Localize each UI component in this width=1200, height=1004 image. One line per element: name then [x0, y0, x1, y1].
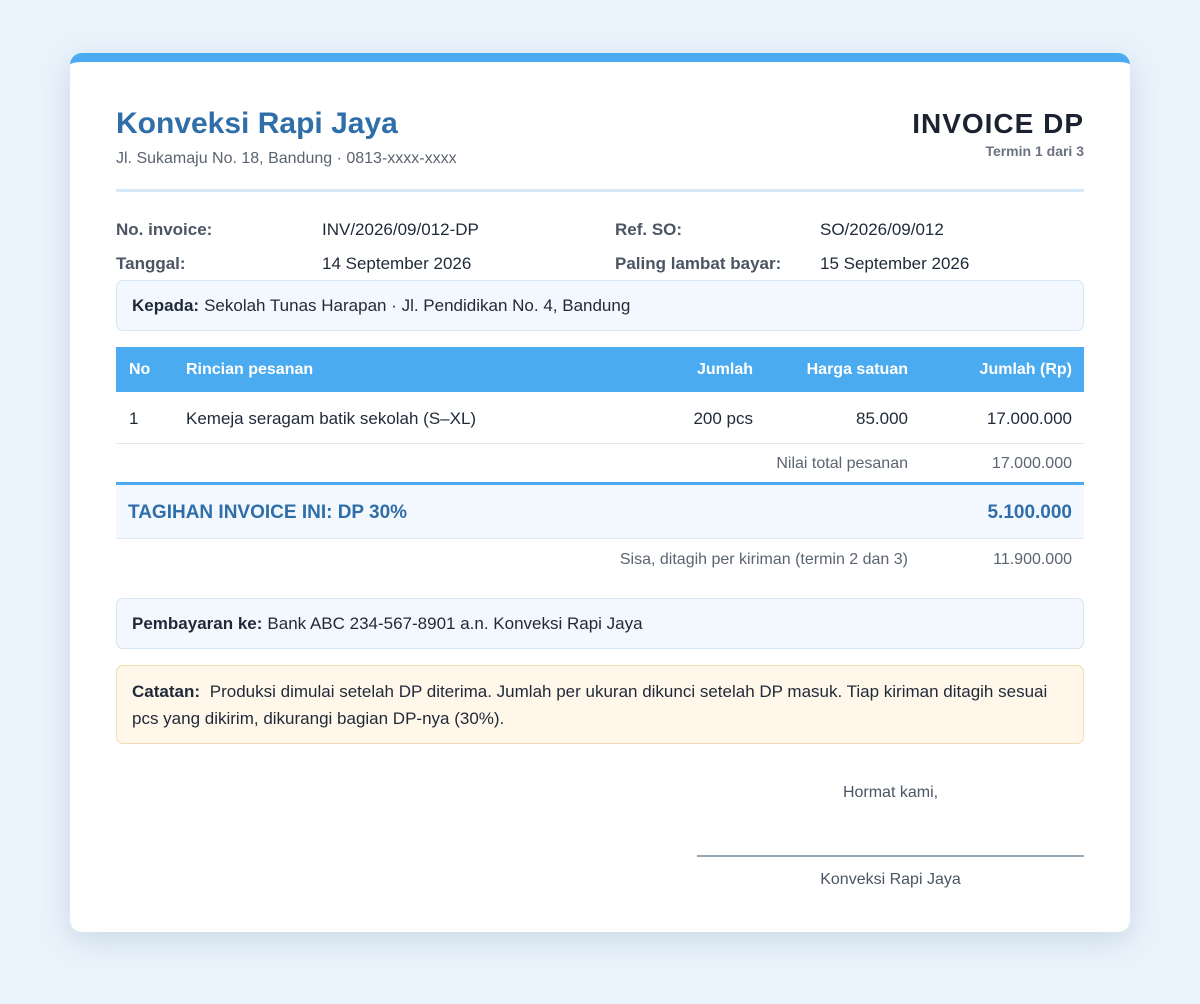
remaining-row: [116, 539, 1084, 577]
payment-value: Bank ABC 234-567-8901 a.n. Konveksi Rapi Jaya: [267, 613, 643, 633]
due-date: 15 September 2026: [820, 254, 970, 273]
note-box: [116, 665, 1084, 744]
col-amount: Jumlah (Rp): [979, 361, 1072, 378]
recipient-value: Sekolah Tunas Harapan · Jl. Pendidikan No. 4, Bandung: [204, 295, 631, 315]
recipient-label: Kepada:: [132, 295, 200, 315]
table-row: [116, 392, 1084, 444]
table-header: [116, 347, 1084, 392]
amount-due-label: TAGIHAN INVOICE INI: DP 30%: [128, 502, 408, 523]
signature-block: [697, 784, 1084, 888]
payment-box: [116, 598, 1084, 649]
remaining-label: Sisa, ditagih per kiriman (termin 2 dan 3): [619, 551, 908, 568]
invoice-number: INV/2026/09/012-DP: [322, 220, 479, 239]
invoice-body: [70, 53, 1130, 932]
signature-line: [697, 855, 1084, 857]
document-title: INVOICE DP: [912, 108, 1084, 139]
amount-due-value: 5.100.000: [987, 502, 1072, 523]
document-term: Termin 1 dari 3: [985, 143, 1084, 159]
col-no: No: [129, 361, 151, 378]
row-description: Kemeja seragam batik sekolah (S–XL): [186, 409, 477, 428]
row-unit-price: 85.000: [856, 409, 908, 428]
col-description: Rincian pesanan: [186, 361, 314, 378]
due-date-label: Paling lambat bayar:: [615, 254, 782, 273]
ref-so-label: Ref. SO:: [615, 220, 683, 239]
signature-greeting: Hormat kami,: [842, 784, 939, 801]
company-address: Jl. Sukamaju No. 18, Bandung · 0813-xxxx-xxxx: [116, 150, 457, 167]
company-name: Konveksi Rapi Jaya: [116, 107, 398, 140]
invoice-date: 14 September 2026: [322, 254, 472, 273]
invoice-number-label: No. invoice:: [116, 220, 213, 239]
row-amount: 17.000.000: [986, 409, 1072, 428]
note-label: Catatan:: [132, 682, 201, 701]
ref-so: SO/2026/09/012: [820, 220, 944, 239]
order-total-row: [116, 444, 1084, 482]
col-quantity: Jumlah: [696, 361, 753, 378]
col-unit-price: Harga satuan: [806, 361, 908, 378]
order-total-label: Nilai total pesanan: [776, 455, 908, 472]
row-no: 1: [129, 409, 139, 428]
date-label: Tanggal:: [116, 254, 186, 273]
order-total-value: 17.000.000: [991, 455, 1072, 472]
remaining-value: 11.900.000: [993, 551, 1072, 568]
payment-label: Pembayaran ke:: [132, 613, 263, 633]
signature-name: Konveksi Rapi Jaya: [820, 871, 961, 888]
order-table: [116, 347, 1084, 577]
row-quantity: 200 pcs: [693, 409, 753, 428]
note-value: Produksi dimulai setelah DP diterima. Jumlah per ukuran dikunci setelah DP masuk. Tiap kiriman ditagih sesuai pcs yang dikirim, dikurangi bagian DP-nya (30%).: [132, 682, 1048, 728]
amount-due-row: [116, 482, 1084, 539]
recipient-box: [116, 280, 1084, 331]
